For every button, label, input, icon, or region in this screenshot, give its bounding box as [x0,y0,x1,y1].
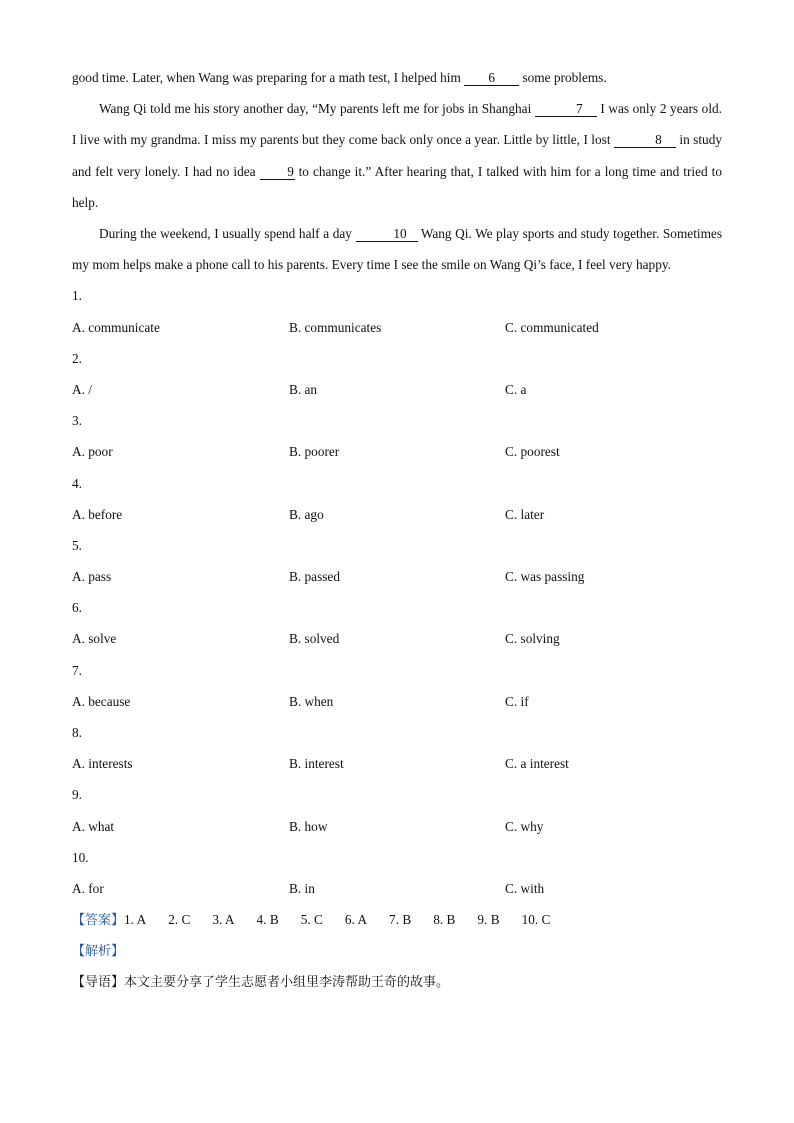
option-a: A. interests [72,756,133,772]
option-b: B. ago [289,506,324,522]
option-c: C. a interest [505,756,569,772]
passage-text: to change it.” After hearing that, I talked with him for a long time and tried to help. [72,163,723,210]
question-number: 3. [72,413,82,429]
question-options [72,748,722,779]
option-a: A. / [72,381,92,397]
passage-text: Wang Qi told me his story another day, “My parents left me for jobs in Shanghai [99,101,535,117]
option-b: B. communicates [289,319,382,335]
option-c: C. later [505,506,545,522]
option-b: B. solved [289,631,340,647]
question-options [72,312,722,343]
blank-7: 7 [535,102,597,117]
option-c: C. if [505,693,529,709]
option-b: B. an [289,381,318,397]
answer-row [72,904,722,935]
option-b: B. in [289,880,315,896]
question-list [72,280,722,904]
option-a: A. what [72,818,115,834]
option-c: C. with [505,880,545,896]
option-c: C. communicated [505,319,599,335]
passage-text: some problems. [519,70,607,85]
intro-label: 【导语】 [72,974,125,990]
question-options [72,561,722,592]
question-number: 1. [72,288,82,304]
option-c: C. was passing [505,569,585,585]
passage-paragraph-3 [72,218,722,280]
option-c: C. a [505,381,527,397]
answer-label: 【答案】 [72,913,125,929]
answer-item: 6. A [344,912,368,928]
option-c: C. poorest [505,444,560,460]
answer-item: 9. B [477,912,500,928]
question-number: 9. [72,787,82,803]
passage-text: in study and felt very lonely. I had no idea [72,132,722,179]
question-options [72,686,722,717]
blank-6: 6 [464,71,519,86]
answer-item: 2. C [168,912,191,928]
question-options [72,623,722,654]
answer-item: 4. B [256,912,279,928]
option-a: A. solve [72,631,117,647]
option-a: A. communicate [72,319,160,335]
question-options [72,811,722,842]
question-options [72,374,722,405]
intro-text: 本文主要分享了学生志愿者小组里李涛帮助王奇的故事。 [124,974,450,990]
option-b: B. how [289,818,328,834]
answer-item: 5. C [300,912,323,928]
option-a: A. before [72,506,123,522]
passage-paragraph-2 [72,93,722,218]
passage-text: During the weekend, I usually spend half a day [99,226,356,242]
answer-item: 1. A [124,912,147,928]
question-number: 10. [72,849,89,865]
option-c: C. why [505,818,544,834]
option-a: A. because [72,693,131,709]
option-b: B. interest [289,756,344,772]
question-number: 5. [72,537,82,553]
question-options [72,436,722,467]
blank-9: 9 [260,165,295,180]
analysis-label: 【解析】 [72,944,125,960]
option-c: C. solving [505,631,560,647]
blank-10: 10 [356,227,418,242]
blank-8: 8 [614,133,676,148]
passage-paragraph-1 [72,62,722,93]
question-options [72,873,722,904]
option-a: A. poor [72,444,113,460]
option-b: B. poorer [289,444,340,460]
option-b: B. when [289,693,334,709]
question-number: 8. [72,725,82,741]
intro-row [72,967,722,998]
option-a: A. pass [72,569,112,585]
question-number: 2. [72,350,82,366]
passage-text: Wang Qi. We play sports and study together. Sometimes my mom helps make a phone call to his parents. Every time I see the smile on Wang Qi’s face, I feel very happy. [72,226,723,273]
option-b: B. passed [289,569,340,585]
question-options [72,499,722,530]
document-page [72,62,722,998]
answer-item: 8. B [433,912,456,928]
analysis-row [72,935,722,966]
answer-item: 10. C [521,912,551,928]
answer-item: 3. A [212,912,235,928]
question-number: 4. [72,475,82,491]
question-number: 7. [72,662,82,678]
option-a: A. for [72,880,104,896]
passage-text: I was only 2 years old. I live with my grandma. I miss my parents but they come back only once a year. Little by little, I lost [72,101,722,148]
question-number: 6. [72,600,82,616]
passage-text: good time. Later, when Wang was preparing for a math test, I helped him [72,70,465,85]
answer-item: 7. B [389,912,412,928]
